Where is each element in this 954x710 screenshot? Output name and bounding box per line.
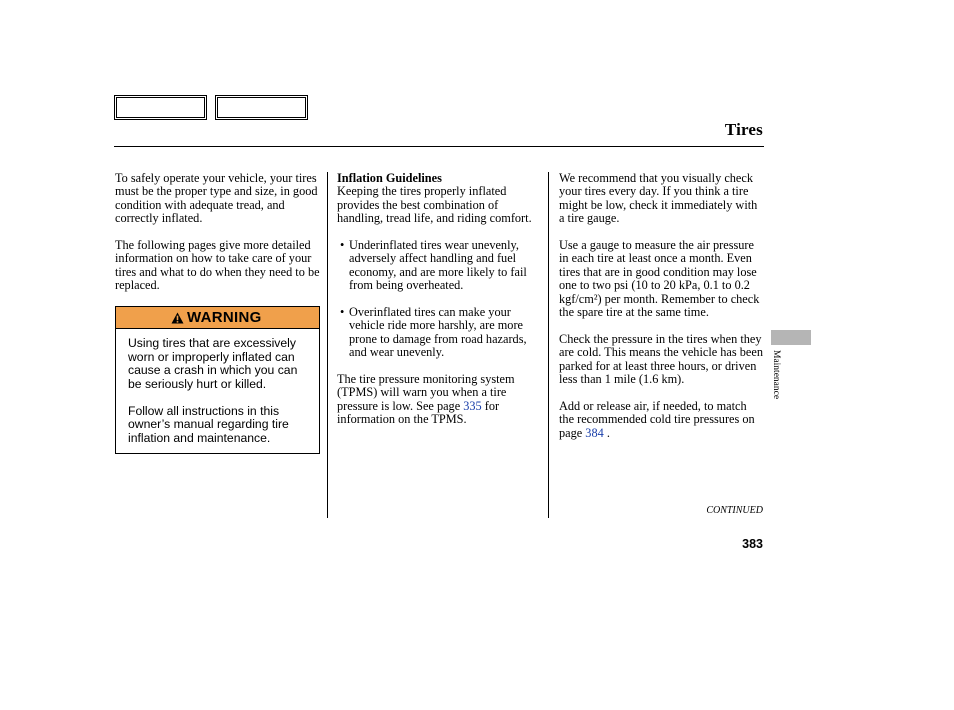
page-link-384[interactable]: 384 — [585, 425, 604, 440]
bullet-icon: • — [340, 305, 345, 320]
continued-label: CONTINUED — [706, 505, 763, 516]
list-item — [337, 239, 542, 293]
nav-button-index[interactable] — [215, 95, 308, 120]
section-heading: Inflation Guidelines — [337, 171, 442, 185]
paragraph-text: for information on the TPMS. — [337, 398, 500, 427]
column-1 — [115, 172, 321, 454]
warning-header — [116, 307, 319, 329]
page-title: Tires — [724, 120, 763, 139]
list-item-text: Underinflated tires wear unevenly, adversely affect handling and fuel economy, and are more likely to fail from being overheated. — [349, 238, 527, 293]
column-divider — [327, 172, 328, 518]
paragraph: Check the pressure in the tires when they are cold. This means the vehicle has been parked for at least three hours, or driven less than 1 mile (1.6 km). — [559, 331, 763, 387]
warning-triangle-icon — [171, 312, 184, 324]
nav-button-main-menu[interactable] — [114, 95, 207, 120]
warning-body — [116, 329, 319, 453]
paragraph: To safely operate your vehicle, your tires must be the proper type and size, in good condition with adequate tread, and correctly inflated. — [115, 171, 318, 226]
paragraph-text: Add or release air, if needed, to match the recommended cold tire pressures on page — [559, 398, 755, 440]
warning-label: WARNING — [187, 308, 262, 326]
warning-box — [115, 306, 320, 454]
page-link-335[interactable]: 335 — [463, 398, 482, 413]
list-item-text: Overinflated tires can make your vehicle ride more harshly, are more prone to damage from road hazards, and wear unevenly. — [349, 305, 527, 360]
paragraph — [559, 400, 764, 440]
paragraph: The following pages give more detailed information on how to take care of your tires and what to do when they need to be replaced. — [115, 238, 320, 293]
warning-text: Using tires that are excessively worn or improperly inflated can cause a crash in which you can be seriously hurt or killed. — [128, 336, 298, 391]
section-label: Maintenance — [771, 350, 781, 400]
bullet-icon: • — [340, 238, 345, 253]
paragraph: Keeping the tires properly inflated provides the best combination of handling, tread life, and riding comfort. — [337, 184, 532, 226]
section-tab[interactable] — [771, 330, 811, 345]
paragraph-text: . — [606, 425, 610, 440]
page-number: 383 — [742, 537, 763, 551]
paragraph: Use a gauge to measure the air pressure in each tire at least once a month. Even tires that are in good condition may lose one to two psi (10 to 20 kPa, 0.1 to 0.2 kgf/cm²) per month. Remember to check the spare tire at the same time. — [559, 238, 760, 320]
column-2 — [337, 172, 542, 440]
column-3 — [559, 172, 764, 453]
paragraph: We recommend that you visually check your tires every day. If you think a tire might be low, check it immediately with a tire gauge. — [559, 171, 758, 226]
column-divider — [548, 172, 549, 518]
warning-text: Follow all instructions in this owner’s manual regarding tire inflation and maintenance. — [128, 403, 289, 445]
paragraph — [337, 373, 542, 427]
header-rule — [114, 146, 764, 147]
paragraph-text: The tire pressure monitoring system (TPMS) will warn you when a tire pressure is low. See page — [337, 372, 515, 413]
list-item — [337, 306, 542, 360]
